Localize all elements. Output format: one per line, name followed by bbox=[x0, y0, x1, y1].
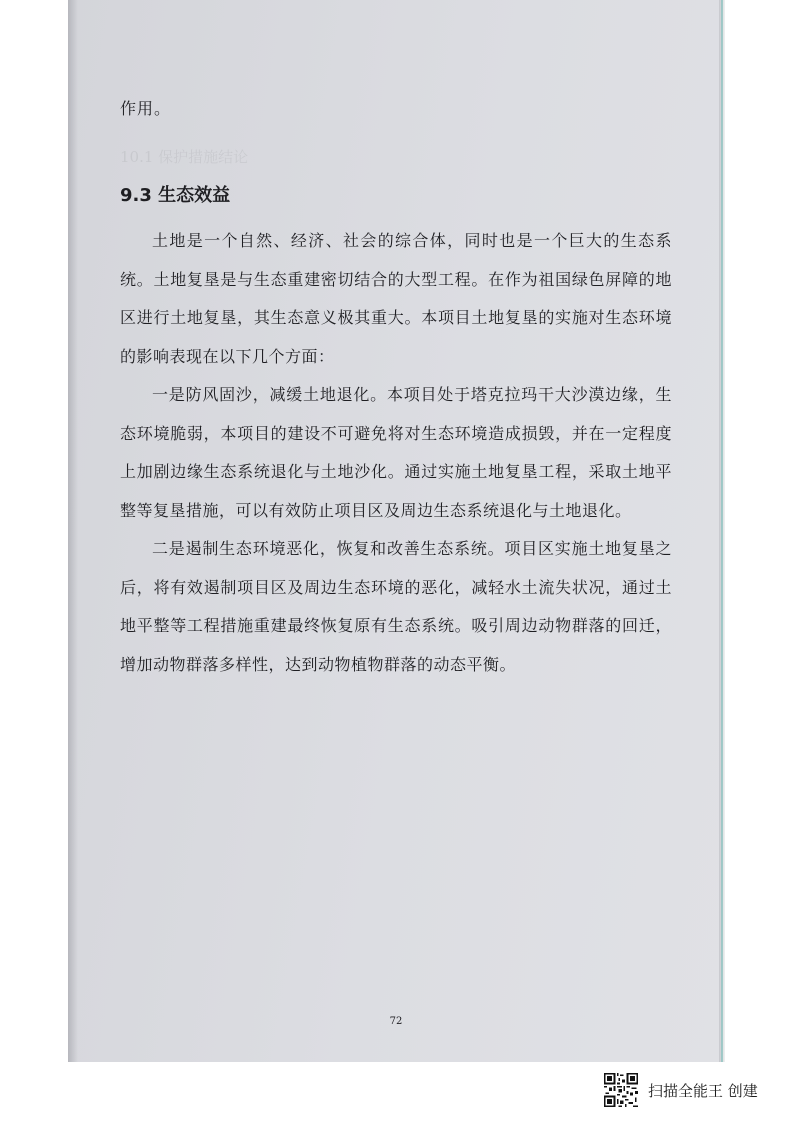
qr-code-icon bbox=[604, 1073, 638, 1107]
scanned-page-photo bbox=[68, 0, 725, 1062]
spine-shadow bbox=[68, 0, 78, 1062]
body-text bbox=[120, 222, 672, 684]
scanner-watermark bbox=[604, 1072, 758, 1108]
paragraph-intro: 土地是一个自然、经济、社会的综合体，同时也是一个巨大的生态系统。土地复垦是与生态重建密切结合的大型工程。在作为祖国绿色屏障的地区进行土地复垦，其生态意义极其重大。本项目土地复垦的实施对生态环境的影响表现在以下几个方面： bbox=[120, 231, 672, 366]
bleed-through-text: 10.1 保护措施结论 bbox=[120, 148, 249, 166]
continued-text: 作用。 bbox=[120, 99, 172, 118]
section-heading: 9.3 生态效益 bbox=[120, 185, 231, 206]
paragraph-restoration: 二是遏制生态环境恶化，恢复和改善生态系统。项目区实施土地复垦之后，将有效遏制项目区及周边生态环境的恶化，减轻水土流失状况，通过土地平整等工程措施重建最终恢复原有生态系统。吸引周边动物群落的回迁，增加动物群落多样性，达到动物植物群落的动态平衡。 bbox=[120, 539, 672, 674]
page-edge bbox=[719, 0, 725, 1062]
watermark-text: 扫描全能王 创建 bbox=[648, 1081, 758, 1100]
paragraph-windbreak: 一是防风固沙，减缓土地退化。本项目处于塔克拉玛干大沙漠边缘，生态环境脆弱，本项目的建设不可避免将对生态环境造成损毁，并在一定程度上加剧边缘生态系统退化与土地沙化。通过实施土地复垦工程，采取土地平整等复垦措施，可以有效防止项目区及周边生态系统退化与土地退化。 bbox=[120, 385, 672, 520]
page-number: 72 bbox=[389, 1016, 403, 1027]
